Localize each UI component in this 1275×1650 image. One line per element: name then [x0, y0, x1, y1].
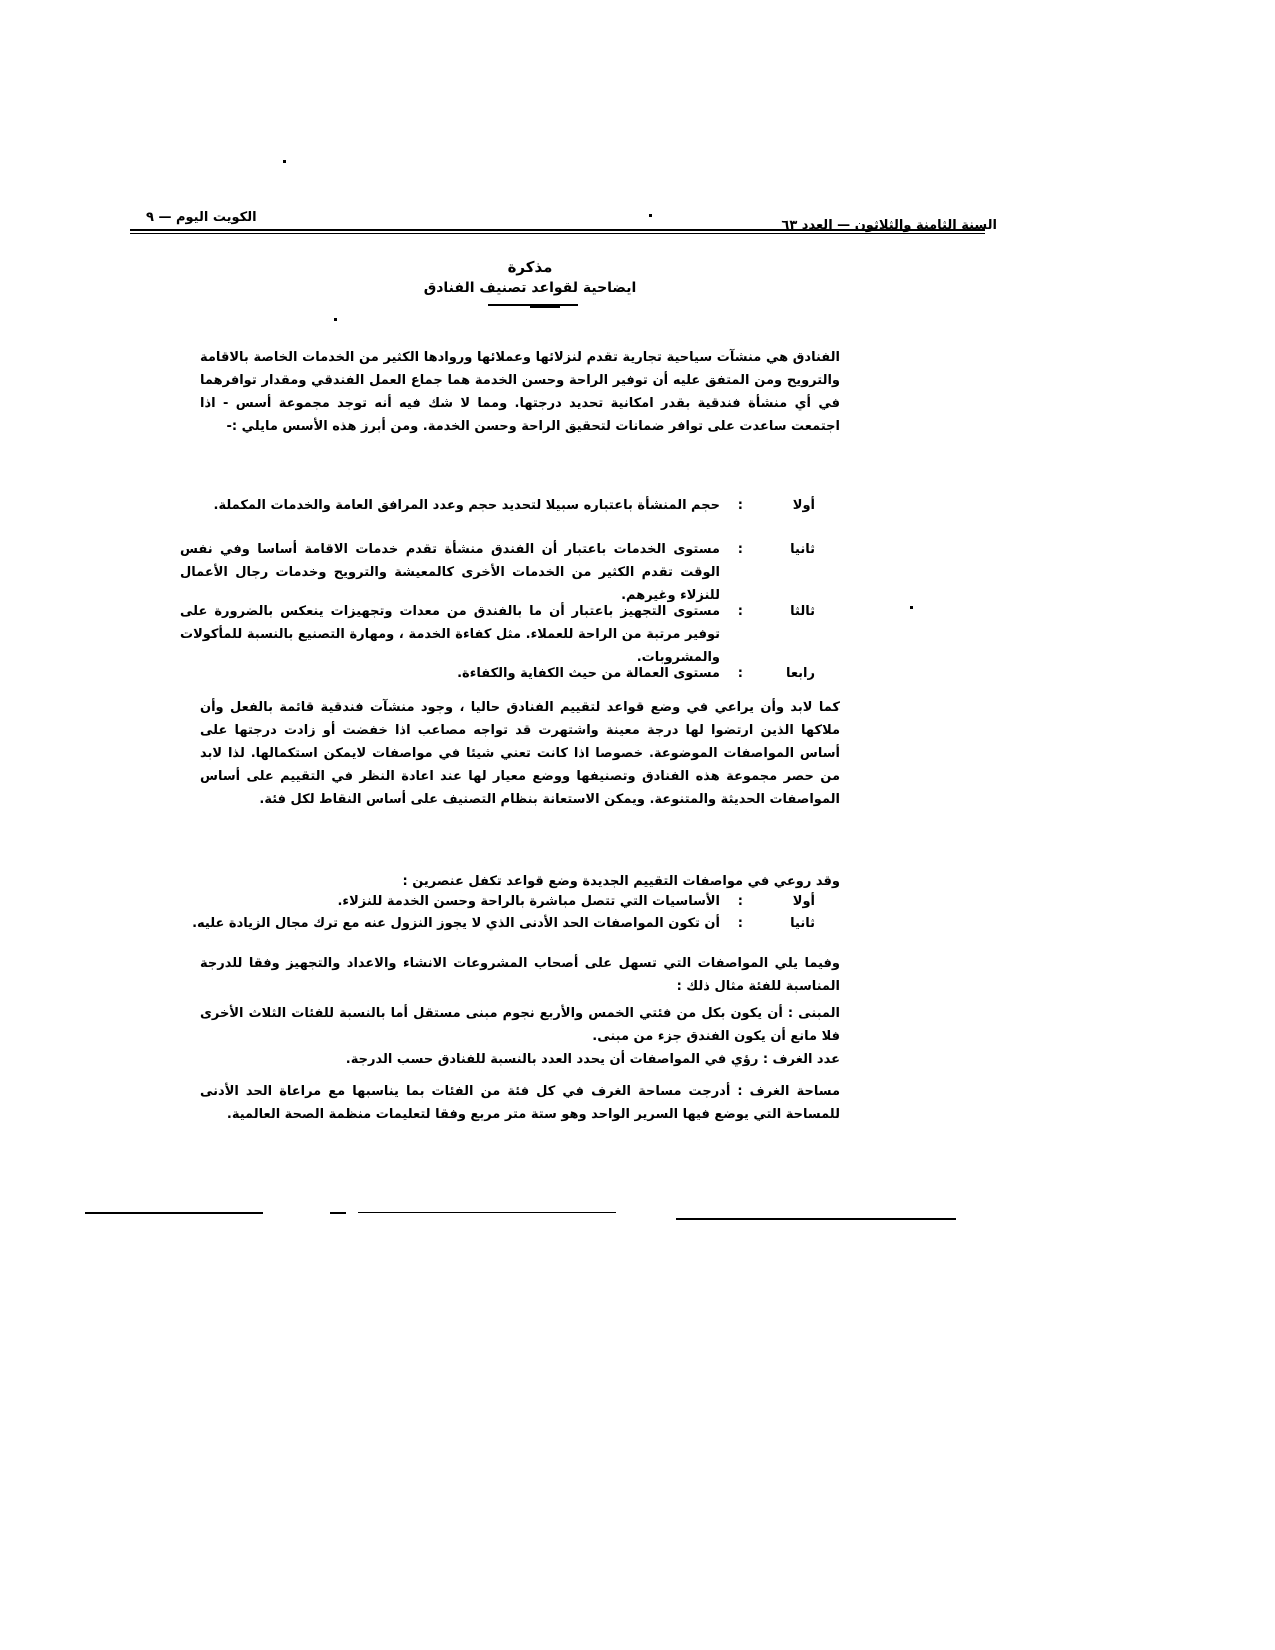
criterion-text: مستوى التجهيز باعتبار أن ما بالفندق من معدات وتجهيزات ينعكس بالضرورة على توفير مرتبة من الراحة للعملاء. مثل كفاءة الخدمة ، ومهارة التصنيع بالنسبة للمأكولات والمشروبات.	[180, 604, 720, 665]
criterion-label: ثالثا	[790, 604, 815, 619]
scan-speck	[910, 606, 913, 609]
criterion-colon: :	[737, 604, 743, 619]
element-text: أن تكون المواصفات الحد الأدنى الذي لا يجوز النزول عنه مع ترك مجال الزيادة عليه.	[192, 916, 720, 931]
criterion-colon: :	[737, 542, 743, 557]
element-1	[175, 890, 815, 914]
criterion-3	[175, 600, 815, 665]
header-rule	[130, 229, 985, 231]
criterion-text: مستوى الخدمات باعتبار أن الفندق منشأة تقدم خدمات الاقامة أساسا وفي نفس الوقت تقدم الكثير من الخدمات الأخرى كالمعيشة والترويح وخدمات رجال الأعمال للنزلاء وغيرهم.	[180, 542, 720, 603]
criterion-text: مستوى العمالة من حيث الكفاية والكفاءة.	[457, 666, 720, 681]
header-rule-thin	[130, 233, 985, 234]
criterion-label: رابعا	[785, 666, 815, 681]
memo-title: مذكرة	[507, 258, 553, 276]
rooms-area-paragraph: مساحة الغرف : أدرجت مساحة الغرف في كل فئة من الفئات بما يناسبها مع مراعاة الحد الأدنى للمساحة التي يوضع فيها السرير الواحد وهو ستة متر مربع وفقا لتعليمات منظمة الصحة العالمية.	[200, 1084, 840, 1122]
element-colon: :	[737, 916, 743, 931]
element-label: ثانيا	[790, 916, 815, 931]
criterion-colon: :	[737, 666, 743, 681]
intro-paragraph: الفنادق هي منشآت سياحية تجارية تقدم لنزلائها وعملائها وروادها الكثير من الخدمات الخاصة بالاقامة والترويح ومن المتفق عليه أن توفير الراحة وحسن الخدمة هما جماع العمل الفندقي ومقدار توافرهما في أي منشأة فندقية بقدر امكانية تحديد درجتها. ومما لا شك فيه أنه توجد مجموعة أسس - اذا اجتمعت ساعدت على توافر ضمانات لتحقيق الراحة وحسن الخدمة. ومن أبرز هذه الأسس مايلي :-	[200, 350, 840, 434]
criterion-4	[175, 662, 815, 686]
criterion-2	[175, 538, 815, 603]
elements-intro: وقد روعي في مواصفات التقييم الجديدة وضع قواعد تكفل عنصرين :	[402, 874, 840, 889]
footer-rule-right	[676, 1218, 956, 1220]
element-2	[175, 912, 815, 956]
specs-paragraph: وفيما يلي المواصفات التي تسهل على أصحاب المشروعات الانشاء والاعداد والتجهيز وفقا للدرجة المناسبة للفئة مثال ذلك :	[200, 956, 840, 994]
header-left: الكويت اليوم — ٩	[146, 210, 257, 225]
footer-rule-left	[85, 1212, 263, 1214]
footer-rule-dash	[330, 1212, 346, 1214]
criterion-label: ثانيا	[790, 542, 815, 557]
rooms-count-paragraph: عدد الغرف : رؤي في المواصفات أن يحدد العدد بالنسبة للفنادق حسب الدرجة.	[345, 1052, 840, 1067]
criterion-text: حجم المنشأة باعتباره سبيلا لتحديد حجم وعدد المرافق العامة والخدمات المكملة.	[213, 498, 720, 513]
element-text: الأساسيات التي تتصل مباشرة بالراحة وحسن الخدمة للنزلاء.	[337, 894, 720, 909]
element-colon: :	[737, 894, 743, 909]
scan-speck	[334, 318, 337, 321]
second-paragraph: كما لابد وأن يراعي في وضع قواعد لتقييم الفنادق حاليا ، وجود منشآت فندقية قائمة بالفعل وأن ملاكها الذين ارتضوا لها درجة معينة واشتهرت قد تواجه مصاعب اذا خفضت أو زادت درجتها على أساس المواصفات الموضوعة. خصوصا اذا كانت تعني شيئا في مواصفات لايمكن استكمالها. لذا لابد من حصر مجموعة هذه الفنادق وتصنيفها ووضع معيار لها عند اعادة النظر في التقييم على أساس المواصفات الحديثة والمتنوعة. ويمكن الاستعانة بنظام التصنيف على أساس النقاط لكل فئة.	[200, 700, 840, 807]
scan-speck	[649, 214, 652, 217]
element-label: أولا	[792, 894, 815, 909]
criterion-1	[175, 494, 815, 534]
memo-subtitle: ايضاحية لقواعد تصنيف الفنادق	[423, 280, 637, 296]
criterion-colon: :	[737, 498, 743, 513]
header-right: السنة الثامنة والثلاثون — العدد ٦٣	[781, 218, 997, 233]
building-paragraph: المبنى : أن يكون بكل من فئتي الخمس والأربع نجوم مبنى مستقل أما بالنسبة للفئات الثلاث الأخرى فلا مانع أن يكون الفندق جزء من مبنى.	[200, 1006, 840, 1044]
footer-rule-middle	[358, 1212, 616, 1213]
scan-speck	[283, 160, 286, 163]
title-underline-accent	[530, 305, 560, 308]
criterion-label: أولا	[792, 498, 815, 513]
